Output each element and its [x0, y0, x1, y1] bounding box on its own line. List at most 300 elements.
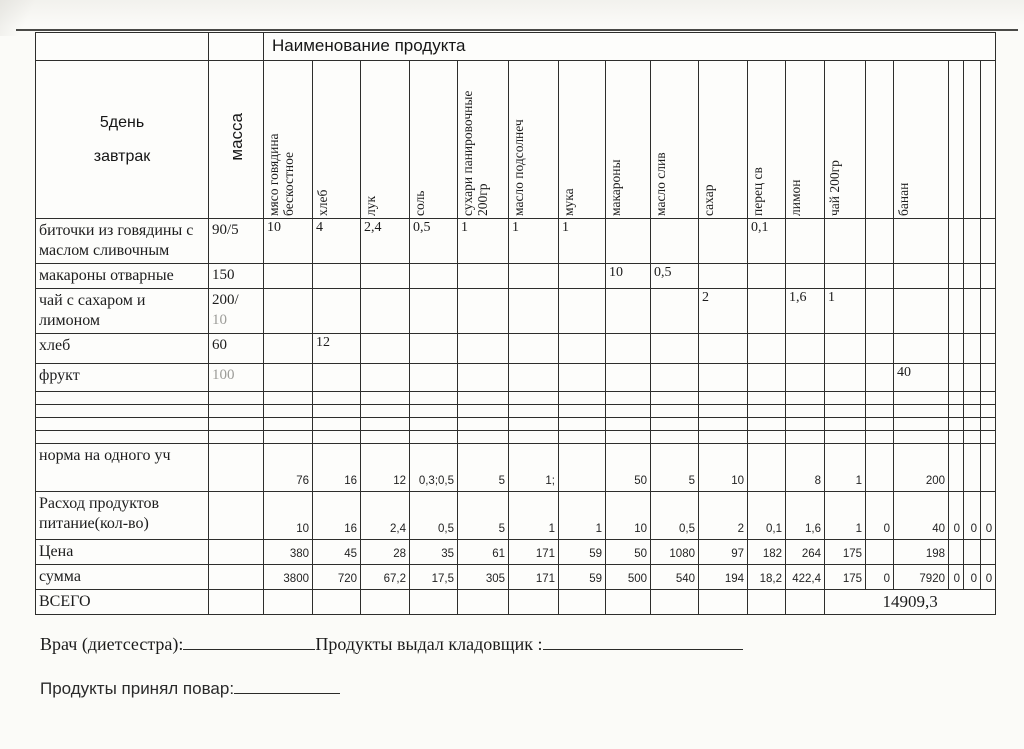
summary-mass-cell [209, 492, 264, 540]
value-cell [651, 219, 699, 264]
empty-row [36, 431, 996, 444]
value-cell [410, 334, 458, 364]
empty-cell [699, 405, 748, 418]
empty-cell [949, 431, 964, 444]
empty-cell [825, 405, 866, 418]
summary-value-cell: 16 [313, 492, 361, 540]
summary-value-cell: 0 [964, 565, 981, 590]
value-cell [264, 289, 313, 334]
total-empty-cell [458, 590, 509, 615]
column-header-label: мясо говядина бескостное [266, 133, 297, 216]
summary-value-cell [866, 540, 894, 565]
summary-row [36, 444, 996, 492]
summary-value-cell: 35 [410, 540, 458, 565]
column-header-5 [509, 61, 559, 219]
value-cell [825, 364, 866, 392]
empty-cell [825, 418, 866, 431]
empty-cell [264, 392, 313, 405]
value-cell: 1 [509, 219, 559, 264]
value-cell [264, 334, 313, 364]
empty-cell [651, 392, 699, 405]
value-cell: 2 [699, 289, 748, 334]
value-cell: 1,6 [786, 289, 825, 334]
value-cell [458, 289, 509, 334]
mass-header-cell [209, 61, 264, 219]
value-cell [410, 364, 458, 392]
value-cell [894, 264, 949, 289]
summary-value-cell: 1080 [651, 540, 699, 565]
column-header-7 [606, 61, 651, 219]
summary-value-cell: 0,5 [651, 492, 699, 540]
empty-cell [209, 431, 264, 444]
summary-value-cell: 0 [964, 492, 981, 540]
summary-value-cell: 0 [949, 565, 964, 590]
value-cell [361, 264, 410, 289]
empty-cell [651, 405, 699, 418]
empty-cell [866, 392, 894, 405]
empty-cell [894, 431, 949, 444]
summary-value-cell: 264 [786, 540, 825, 565]
value-cell [981, 334, 996, 364]
mass-cell [209, 289, 264, 334]
summary-value-cell: 16 [313, 444, 361, 492]
column-header-label: сахар [701, 184, 716, 216]
value-cell [458, 264, 509, 289]
summary-value-cell [559, 444, 606, 492]
value-cell [559, 364, 606, 392]
summary-value-cell [949, 540, 964, 565]
value-cell [894, 219, 949, 264]
summary-value-cell: 0,3;0,5 [410, 444, 458, 492]
value-cell [949, 334, 964, 364]
empty-cell [361, 405, 410, 418]
value-cell [651, 364, 699, 392]
products-title-row [36, 33, 996, 61]
value-cell [458, 334, 509, 364]
value-cell [699, 364, 748, 392]
summary-row [36, 492, 996, 540]
corner-empty-cell [36, 33, 209, 61]
empty-cell [361, 431, 410, 444]
value-cell: 2,4 [361, 219, 410, 264]
summary-value-cell [964, 444, 981, 492]
value-cell [786, 364, 825, 392]
summary-label-line: питание(кол-во) [39, 515, 149, 532]
item-label-cell: биточки из говядины с маслом сливочным [36, 219, 209, 264]
column-header-2 [361, 61, 410, 219]
summary-mass-cell [209, 540, 264, 565]
column-header-9 [699, 61, 748, 219]
summary-label-line: Цена [39, 543, 74, 560]
summary-value-cell: 305 [458, 565, 509, 590]
summary-value-cell: 28 [361, 540, 410, 565]
empty-cell [209, 418, 264, 431]
summary-value-cell: 40 [894, 492, 949, 540]
column-header-1 [313, 61, 361, 219]
total-empty-cell [313, 590, 361, 615]
empty-cell [606, 392, 651, 405]
item-label-cell: фрукт [36, 364, 209, 392]
empty-cell [264, 418, 313, 431]
value-cell [509, 264, 559, 289]
value-cell: 1 [825, 289, 866, 334]
empty-cell [559, 418, 606, 431]
mass-value-line: 60 [212, 337, 227, 353]
day-cell [36, 61, 209, 219]
total-empty-cell [559, 590, 606, 615]
scan-edge-line [16, 29, 1018, 31]
value-cell [964, 219, 981, 264]
products-header-cell: Наименование продукта [264, 33, 996, 61]
value-cell: 12 [313, 334, 361, 364]
summary-value-cell: 8 [786, 444, 825, 492]
empty-cell [36, 392, 209, 405]
column-header-label: мука [561, 188, 576, 216]
empty-cell [894, 392, 949, 405]
value-cell: 0,1 [748, 219, 786, 264]
value-cell [825, 219, 866, 264]
signature-underline [543, 634, 743, 650]
empty-cell [894, 418, 949, 431]
empty-cell [313, 418, 361, 431]
value-cell [606, 364, 651, 392]
mass-cell [209, 364, 264, 392]
column-header-label: лук [363, 195, 378, 216]
summary-value-cell: 0 [866, 492, 894, 540]
empty-cell [606, 405, 651, 418]
summary-value-cell: 18,2 [748, 565, 786, 590]
empty-cell [949, 405, 964, 418]
empty-cell [964, 392, 981, 405]
empty-cell [458, 392, 509, 405]
summary-value-cell: 5 [458, 444, 509, 492]
value-cell [949, 219, 964, 264]
value-cell [981, 264, 996, 289]
empty-cell [559, 392, 606, 405]
empty-row [36, 392, 996, 405]
summary-value-cell: 182 [748, 540, 786, 565]
value-cell [509, 289, 559, 334]
summary-row [36, 565, 996, 590]
value-cell [699, 264, 748, 289]
summary-value-cell: 76 [264, 444, 313, 492]
column-header-14 [894, 61, 949, 219]
column-header-3 [410, 61, 458, 219]
summary-label-cell [36, 540, 209, 565]
summary-value-cell [866, 444, 894, 492]
value-cell [606, 334, 651, 364]
value-cell [606, 289, 651, 334]
value-cell [949, 364, 964, 392]
empty-cell [651, 431, 699, 444]
empty-cell [748, 418, 786, 431]
empty-cell [509, 431, 559, 444]
value-cell [361, 364, 410, 392]
storekeeper-label: Продукты выдал кладовщик : [315, 634, 543, 654]
value-cell [949, 264, 964, 289]
value-cell [949, 289, 964, 334]
value-cell [559, 264, 606, 289]
column-header-empty [964, 61, 981, 219]
value-cell [981, 219, 996, 264]
total-empty-cell [651, 590, 699, 615]
column-header-6 [559, 61, 606, 219]
column-header-label: лимон [788, 179, 803, 216]
value-cell: 0,5 [410, 219, 458, 264]
summary-label-line: сумма [39, 568, 81, 585]
value-cell [458, 364, 509, 392]
column-header-4 [458, 61, 509, 219]
summary-value-cell: 1 [509, 492, 559, 540]
summary-value-cell: 0 [981, 492, 996, 540]
column-header-label: перец св [750, 167, 765, 216]
column-header-12 [825, 61, 866, 219]
summary-value-cell: 198 [894, 540, 949, 565]
value-cell [313, 289, 361, 334]
item-row [36, 289, 996, 334]
value-cell [313, 364, 361, 392]
value-cell [866, 219, 894, 264]
total-empty-cell [606, 590, 651, 615]
empty-cell [209, 405, 264, 418]
cook-label: Продукты принял повар: [40, 679, 235, 698]
empty-cell [981, 392, 996, 405]
value-cell [559, 334, 606, 364]
column-header-label: соль [412, 190, 427, 216]
summary-value-cell [748, 444, 786, 492]
value-cell [509, 334, 559, 364]
column-header-empty [949, 61, 964, 219]
empty-cell [949, 418, 964, 431]
summary-value-cell: 380 [264, 540, 313, 565]
summary-label-line: норма на одного уч [39, 447, 171, 464]
summary-value-cell: 59 [559, 565, 606, 590]
empty-cell [361, 418, 410, 431]
empty-cell [410, 405, 458, 418]
summary-value-cell [964, 540, 981, 565]
summary-value-cell: 5 [458, 492, 509, 540]
empty-cell [509, 392, 559, 405]
empty-cell [964, 405, 981, 418]
empty-cell [748, 405, 786, 418]
total-label-cell: ВСЕГО [36, 590, 209, 615]
value-cell: 10 [606, 264, 651, 289]
summary-value-cell: 3800 [264, 565, 313, 590]
value-cell [651, 289, 699, 334]
empty-cell [458, 431, 509, 444]
value-cell [361, 289, 410, 334]
value-cell [964, 334, 981, 364]
column-header-label: чай 200гр [827, 160, 842, 216]
scan-top-strip [0, 0, 1024, 26]
value-cell [699, 219, 748, 264]
value-cell [313, 264, 361, 289]
summary-value-cell: 0 [866, 565, 894, 590]
column-header-row [36, 61, 996, 219]
summary-value-cell: 10 [699, 444, 748, 492]
item-row [36, 264, 996, 289]
summary-label-cell [36, 565, 209, 590]
value-cell [748, 334, 786, 364]
summary-row [36, 540, 996, 565]
day-title-line2: завтрак [93, 147, 151, 165]
value-cell [748, 289, 786, 334]
summary-value-cell: 540 [651, 565, 699, 590]
summary-value-cell: 17,5 [410, 565, 458, 590]
empty-cell [559, 405, 606, 418]
empty-row [36, 405, 996, 418]
total-mass-cell [209, 590, 264, 615]
empty-cell [949, 392, 964, 405]
summary-value-cell: 0,1 [748, 492, 786, 540]
empty-cell [699, 392, 748, 405]
summary-label-cell [36, 492, 209, 540]
value-cell [559, 289, 606, 334]
value-cell: 10 [264, 219, 313, 264]
item-label-cell: хлеб [36, 334, 209, 364]
summary-value-cell: 500 [606, 565, 651, 590]
column-header-empty [981, 61, 996, 219]
value-cell [606, 219, 651, 264]
summary-value-cell: 422,4 [786, 565, 825, 590]
signature-underline [234, 678, 340, 694]
summary-value-cell: 7920 [894, 565, 949, 590]
summary-value-cell: 200 [894, 444, 949, 492]
empty-cell [509, 405, 559, 418]
value-cell [964, 264, 981, 289]
value-cell [866, 289, 894, 334]
value-cell [264, 264, 313, 289]
value-cell [651, 334, 699, 364]
empty-cell [264, 431, 313, 444]
summary-value-cell: 194 [699, 565, 748, 590]
summary-value-cell: 0 [949, 492, 964, 540]
item-label-cell: чай с сахаром и лимоном [36, 289, 209, 334]
total-value-cell: 14909,3 [825, 590, 996, 615]
empty-cell [36, 405, 209, 418]
value-cell [786, 219, 825, 264]
value-cell [786, 264, 825, 289]
summary-value-cell: 175 [825, 565, 866, 590]
mass-value-line: 150 [212, 267, 235, 283]
value-cell [866, 334, 894, 364]
empty-cell [981, 431, 996, 444]
empty-cell [748, 431, 786, 444]
empty-cell [699, 431, 748, 444]
total-empty-cell [264, 590, 313, 615]
summary-value-cell: 720 [313, 565, 361, 590]
summary-value-cell: 97 [699, 540, 748, 565]
empty-cell [964, 418, 981, 431]
value-cell [894, 289, 949, 334]
summary-value-cell: 45 [313, 540, 361, 565]
value-cell [748, 264, 786, 289]
empty-cell [981, 405, 996, 418]
mass-value-line: 90/5 [212, 222, 239, 238]
mass-value-line: 200/ [212, 292, 239, 308]
empty-cell [313, 405, 361, 418]
summary-value-cell [981, 540, 996, 565]
value-cell: 1 [458, 219, 509, 264]
total-row [36, 590, 996, 615]
value-cell: 40 [894, 364, 949, 392]
item-label-cell: макароны отварные [36, 264, 209, 289]
summary-value-cell: 2 [699, 492, 748, 540]
summary-value-cell [981, 444, 996, 492]
column-header-label: макароны [608, 159, 623, 216]
column-header-empty [866, 61, 894, 219]
summary-value-cell: 5 [651, 444, 699, 492]
empty-cell [559, 431, 606, 444]
value-cell [964, 289, 981, 334]
mass-cell [209, 219, 264, 264]
empty-cell [894, 405, 949, 418]
summary-value-cell: 171 [509, 565, 559, 590]
column-header-11 [786, 61, 825, 219]
signature-line-cook [40, 678, 340, 700]
mass-value-line: 100 [212, 367, 235, 383]
summary-value-cell: 59 [559, 540, 606, 565]
empty-cell [264, 405, 313, 418]
summary-value-cell: 10 [264, 492, 313, 540]
empty-cell [786, 392, 825, 405]
column-header-10 [748, 61, 786, 219]
value-cell [825, 334, 866, 364]
summary-label-cell [36, 444, 209, 492]
empty-cell [36, 431, 209, 444]
total-empty-cell [410, 590, 458, 615]
value-cell [509, 364, 559, 392]
empty-cell [699, 418, 748, 431]
mass-header-label: масса [226, 113, 246, 161]
doctor-label: Врач (диетсестра): [40, 634, 184, 654]
value-cell: 0,5 [651, 264, 699, 289]
total-empty-cell [699, 590, 748, 615]
value-cell: 1 [559, 219, 606, 264]
empty-cell [866, 431, 894, 444]
value-cell [894, 334, 949, 364]
summary-value-cell: 67,2 [361, 565, 410, 590]
column-header-label: масло подсолнеч [511, 119, 526, 216]
summary-value-cell: 1 [559, 492, 606, 540]
value-cell [361, 334, 410, 364]
summary-value-cell: 0 [981, 565, 996, 590]
summary-value-cell: 1 [825, 492, 866, 540]
empty-cell [361, 392, 410, 405]
value-cell [866, 264, 894, 289]
value-cell [786, 334, 825, 364]
empty-cell [36, 418, 209, 431]
item-row [36, 219, 996, 264]
empty-cell [458, 405, 509, 418]
value-cell [264, 364, 313, 392]
mass-cell [209, 264, 264, 289]
summary-value-cell: 10 [606, 492, 651, 540]
column-header-8 [651, 61, 699, 219]
summary-mass-cell [209, 444, 264, 492]
summary-value-cell: 0,5 [410, 492, 458, 540]
empty-cell [981, 418, 996, 431]
column-header-label: хлеб [315, 189, 330, 216]
summary-value-cell: 1; [509, 444, 559, 492]
empty-cell [786, 405, 825, 418]
total-empty-cell [748, 590, 786, 615]
summary-label-line: Расход продуктов [39, 495, 160, 512]
total-empty-cell [509, 590, 559, 615]
summary-value-cell: 175 [825, 540, 866, 565]
value-cell [964, 364, 981, 392]
summary-value-cell: 1,6 [786, 492, 825, 540]
